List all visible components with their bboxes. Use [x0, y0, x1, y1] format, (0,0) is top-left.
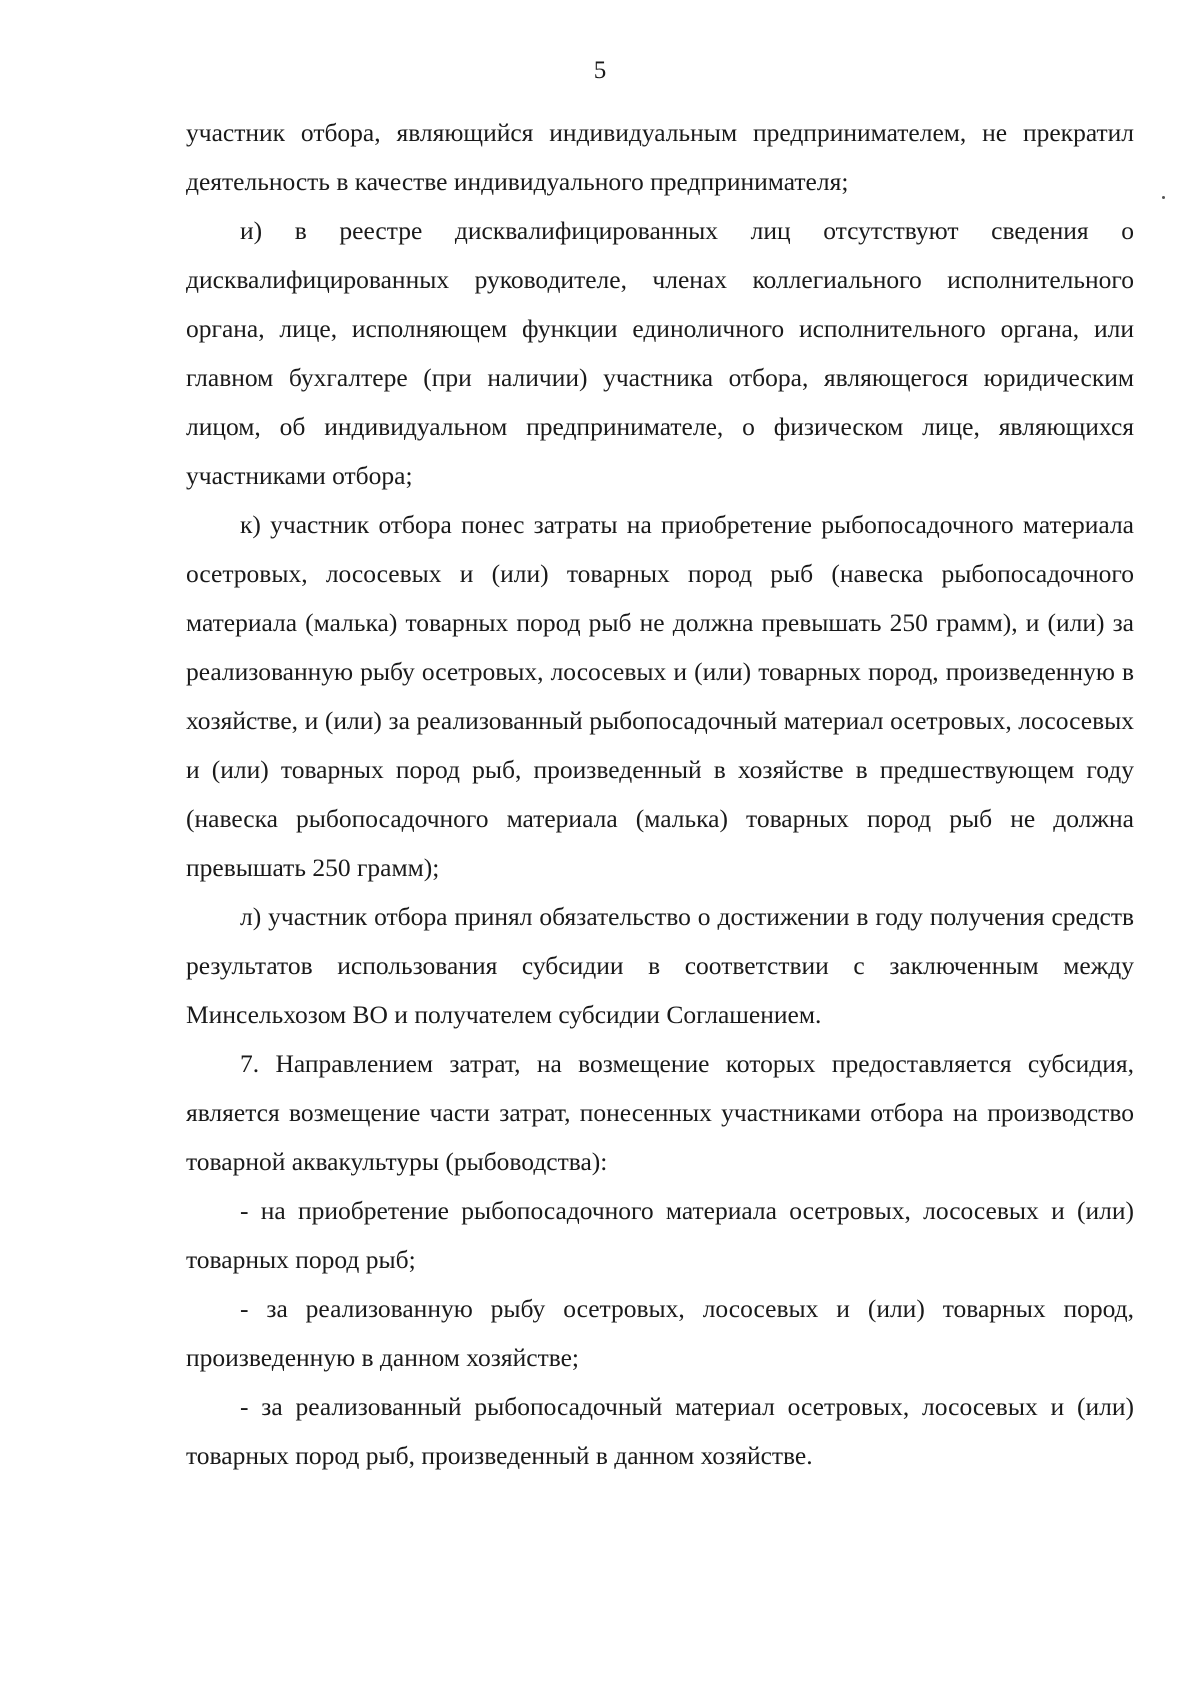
- list-item-sold-fish: - за реализованную рыбу осетровых, лососевых и (или) товарных пород, произведенную в данном хозяйстве;: [186, 1294, 1134, 1372]
- paragraph-continuation: участник отбора, являющийся индивидуальным предпринимателем, не прекратил деятельность в качестве индивидуального предпринимателя;: [186, 118, 1134, 196]
- list-item-sold-stock: - за реализованный рыбопосадочный материал осетровых, лососевых и (или) товарных пород рыб, произведенный в данном хозяйстве.: [186, 1392, 1134, 1470]
- paragraph-section-7: 7. Направлением затрат, на возмещение которых предоставляется субсидия, является возмещение части затрат, понесенных участниками отбора на производство товарной аквакультуры (рыбоводства):: [186, 1049, 1134, 1176]
- scan-dot-mark: [1162, 196, 1165, 199]
- paragraph-item-k: к) участник отбора понес затраты на приобретение рыбопосадочного материала осетровых, лососевых и (или) товарных пород рыб (навеска рыбопосадочного материала (малька) товарных пород рыб не должна превышать 250 грамм), и (или) за реализованную рыбу осетровых, лососевых и (или) товарных пород, произведенную в хозяйстве, и (или) за реализованный рыбопосадочный материал осетровых, лососевых и (или) товарных пород рыб, произведенный в хозяйстве в предшествующем году (навеска рыбопосадочного материала (малька) товарных пород рыб не должна превышать 250 грамм);: [186, 510, 1134, 882]
- page-number: 5: [593, 57, 607, 84]
- paragraph-item-l: л) участник отбора принял обязательство о достижении в году получения средств результатов использования субсидии в соответствии с заключенным между Минсельхозом ВО и получателем субсидии Соглашением.: [186, 902, 1134, 1029]
- document-body: [186, 108, 1134, 1480]
- list-item-purchase: - на приобретение рыбопосадочного материала осетровых, лососевых и (или) товарных пород рыб;: [186, 1196, 1134, 1274]
- paragraph-item-i: и) в реестре дисквалифицированных лиц отсутствуют сведения о дисквалифицированных руководителе, членах коллегиального исполнительного органа, лице, исполняющем функции единоличного исполнительного органа, или главном бухгалтере (при наличии) участника отбора, являющегося юридическим лицом, об индивидуальном предпринимателе, о физическом лице, являющихся участниками отбора;: [186, 216, 1134, 490]
